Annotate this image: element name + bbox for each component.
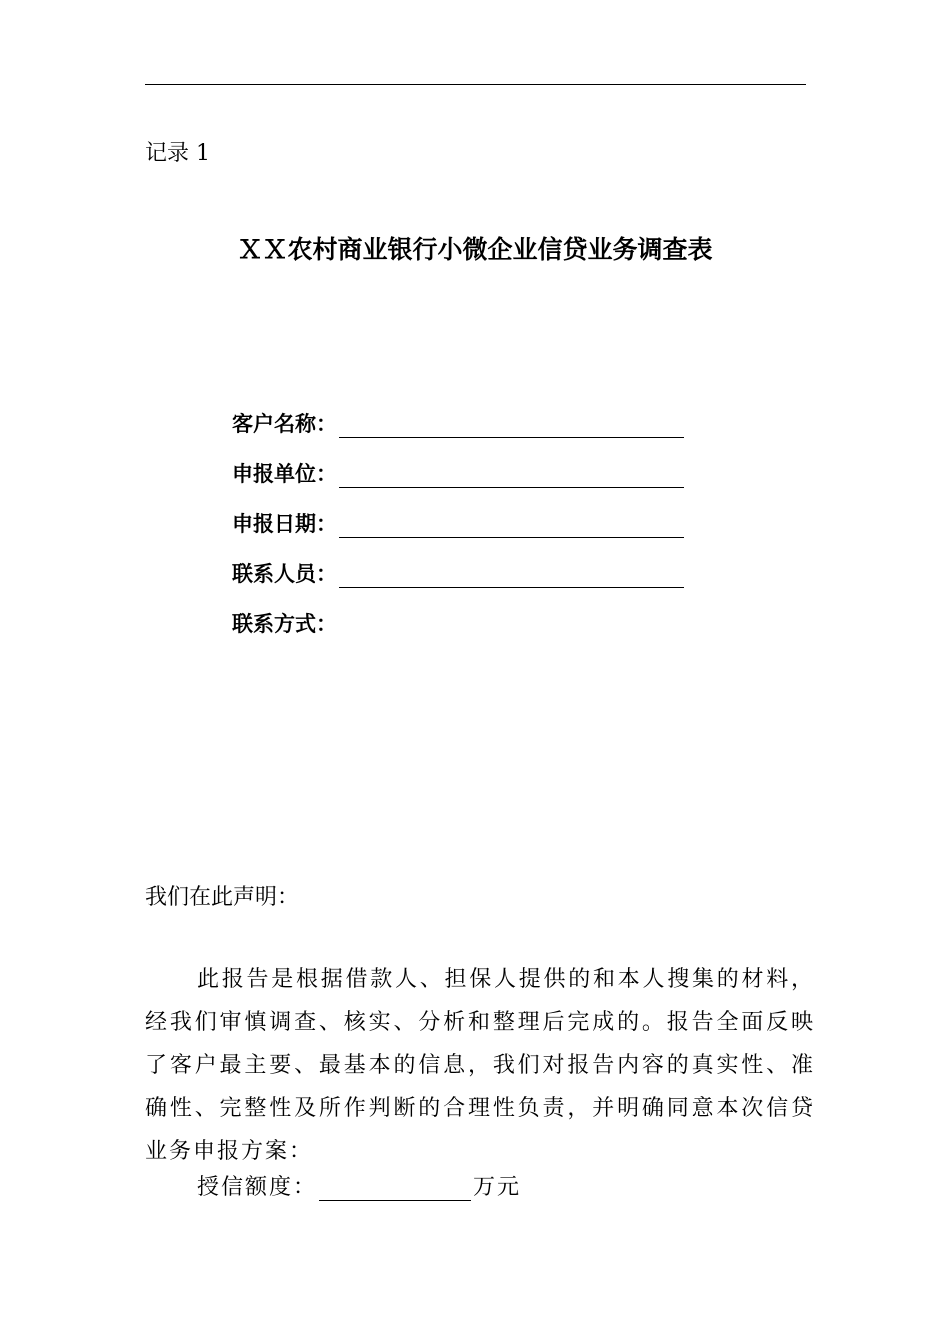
credit-unit: 万元 — [473, 1175, 522, 1200]
field-label: 客户名称： — [232, 412, 337, 436]
credit-line — [197, 1170, 521, 1201]
customer-name-field — [232, 408, 684, 438]
document-title: ＸＸ农村商业银行小微企业信贷业务调查表 — [237, 235, 713, 264]
reporting-unit-field — [232, 458, 684, 488]
field-label: 申报单位： — [232, 462, 337, 486]
credit-label: 授信额度： — [197, 1175, 318, 1200]
report-date-field — [232, 508, 684, 538]
header-rule — [145, 84, 806, 85]
record-label: 记录 1 — [145, 141, 210, 166]
customer-name-blank[interactable] — [339, 411, 684, 438]
report-date-blank[interactable] — [339, 511, 684, 538]
contact-method-field — [232, 608, 337, 638]
credit-amount-blank[interactable] — [319, 1174, 471, 1201]
statement-body: 此报告是根据借款人、担保人提供的和本人搜集的材料，经我们审慎调查、核实、分析和整理后完成的。报告全面反映了客户最主要、最基本的信息，我们对报告内容的真实性、准确性、完整性及所作判断的合理性负责，并明确同意本次信贷业务申报方案： — [145, 967, 815, 1164]
contact-person-blank[interactable] — [339, 561, 684, 588]
field-label: 联系方式： — [232, 612, 337, 636]
statement-heading: 我们在此声明： — [145, 885, 300, 910]
contact-person-field — [232, 558, 684, 588]
field-label: 申报日期： — [232, 512, 337, 536]
reporting-unit-blank[interactable] — [339, 461, 684, 488]
field-label: 联系人员： — [232, 562, 337, 586]
